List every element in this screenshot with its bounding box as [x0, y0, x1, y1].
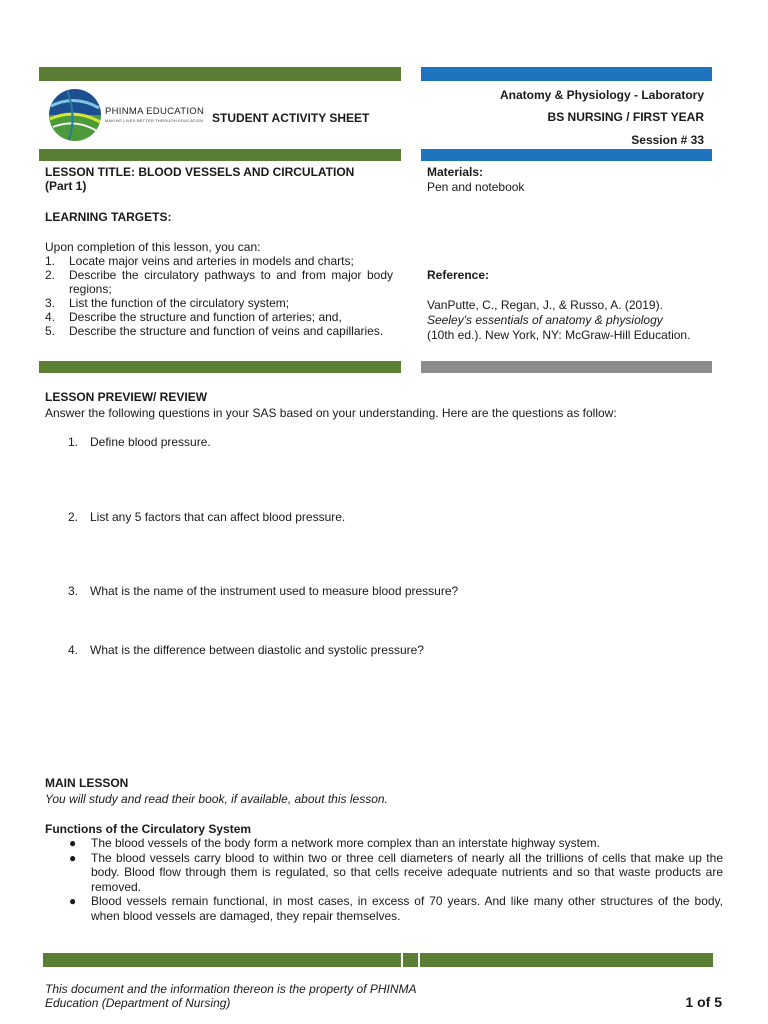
sheet-title: STUDENT ACTIVITY SHEET: [212, 111, 370, 125]
main-lesson-heading: MAIN LESSON: [45, 776, 129, 790]
function-item: [45, 851, 723, 895]
logo-tagline: MAKING LIVES BETTER THROUGH EDUCATION: [105, 118, 204, 123]
materials-text: Pen and notebook: [427, 180, 525, 194]
learning-targets-intro: Upon completion of this lesson, you can:: [45, 240, 261, 254]
lesson-title: [45, 165, 354, 193]
question-text: What is the difference between diastolic and systolic pressure?: [90, 643, 424, 657]
target-item: [45, 310, 393, 324]
target-item: [45, 296, 393, 310]
divider-bar-blue: [421, 149, 712, 161]
footer-bar-left: [43, 953, 401, 967]
target-text: Locate major veins and arteries in models and charts;: [69, 254, 354, 268]
footer-notice: [45, 982, 417, 1010]
phinma-logo: [47, 86, 205, 146]
materials-heading: Materials:: [427, 165, 484, 179]
target-text: Describe the structure and function of arteries; and,: [69, 310, 342, 324]
function-text: The blood vessels carry blood to within two or three cell diameters of nearly all the trillions of cells that make up the body. Blood flow through them is regulated, so that cells receive adequate nutrients and so that waste products are removed.: [91, 850, 723, 894]
reference-book-title: Seeley's essentials of anatomy & physiology: [427, 313, 663, 327]
reference-authors: VanPutte, C., Regan, J., & Russo, A. (2019).: [427, 298, 663, 312]
footer-notice-line2: Education (Department of Nursing): [45, 996, 231, 1010]
reference-heading: Reference:: [427, 268, 490, 282]
lesson-title-part: (Part 1): [45, 179, 87, 193]
learning-targets-heading: LEARNING TARGETS:: [45, 210, 172, 224]
divider-bar-green: [39, 149, 401, 161]
target-number: 3.: [45, 296, 56, 310]
question-text: List any 5 factors that can affect blood pressure.: [90, 510, 346, 524]
footer-notice-line1: This document and the information thereon is the property of PHINMA: [45, 982, 417, 996]
target-text: Describe the structure and function of veins and capillaries.: [69, 324, 384, 338]
main-lesson-subtitle: You will study and read their book, if available, about this lesson.: [45, 792, 388, 806]
bullet-icon: ●: [69, 836, 77, 850]
function-text: The blood vessels of the body form a network more complex than an interstate highway system.: [91, 836, 600, 850]
target-number: 5.: [45, 324, 56, 338]
learning-targets-list: [45, 254, 393, 338]
question-text: Define blood pressure.: [90, 435, 211, 449]
preview-instructions: Answer the following questions in your SAS based on your understanding. Here are the questions as follow:: [45, 406, 617, 420]
program-name: BS NURSING / FIRST YEAR: [547, 110, 704, 124]
session-number: Session # 33: [631, 133, 704, 147]
phinma-logo-icon: [47, 86, 103, 144]
lesson-title-text: LESSON TITLE: BLOOD VESSELS AND CIRCULATION: [45, 165, 355, 179]
logo-name: PHINMA EDUCATION: [105, 106, 205, 117]
bullet-icon: ●: [69, 894, 77, 908]
functions-list: [45, 836, 723, 923]
question-number: 2.: [68, 510, 79, 524]
question-number: 4.: [68, 643, 79, 657]
reference-publisher: (10th ed.). New York, NY: McGraw-Hill Education.: [427, 328, 691, 342]
question-text: What is the name of the instrument used to measure blood pressure?: [90, 584, 459, 598]
footer-bar-middle: [403, 953, 418, 967]
header-bar-green: [39, 67, 401, 81]
target-number: 4.: [45, 310, 56, 324]
question-number: 3.: [68, 584, 79, 598]
target-item: [45, 324, 393, 338]
reference-citation: [427, 298, 690, 343]
function-item: [45, 894, 723, 923]
section-bar-gray: [421, 361, 712, 373]
function-item: [45, 836, 723, 851]
target-item: [45, 268, 393, 296]
preview-heading: LESSON PREVIEW/ REVIEW: [45, 390, 208, 404]
target-text: Describe the circulatory pathways to and from major body regions;: [69, 268, 393, 296]
functions-heading: Functions of the Circulatory System: [45, 822, 252, 836]
target-number: 1.: [45, 254, 56, 268]
footer-bar-right: [420, 953, 713, 967]
target-text: List the function of the circulatory system;: [69, 296, 290, 310]
header-bar-blue: [421, 67, 712, 81]
target-item: [45, 254, 393, 268]
target-number: 2.: [45, 268, 56, 282]
course-name: Anatomy & Physiology - Laboratory: [499, 88, 704, 102]
page-number: 1 of 5: [685, 994, 722, 1010]
bullet-icon: ●: [69, 850, 77, 865]
question-number: 1.: [68, 435, 79, 449]
section-bar-green: [39, 361, 401, 373]
function-text: Blood vessels remain functional, in most cases, in excess of 70 years. And like many other structures of the body, when blood vessels are damaged, they repair themselves.: [91, 894, 723, 923]
